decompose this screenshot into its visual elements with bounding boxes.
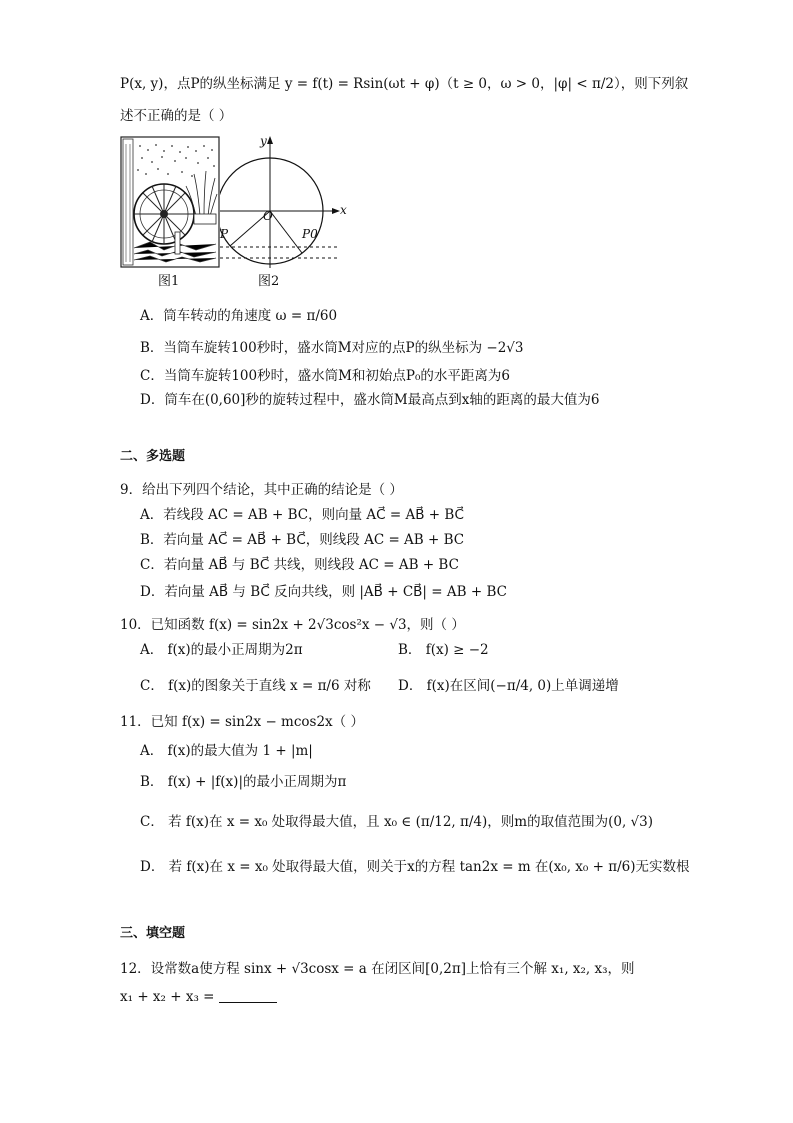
section-heading-fill-in: 三、填空题 — [120, 926, 186, 941]
q8-option-a: A．筒车转动的角速度 ω = π/60 — [140, 308, 338, 324]
origin-label: O — [263, 209, 273, 223]
point-p-label: P — [220, 227, 229, 241]
q10-option-d: D． f(x)在区间(−π/4, 0)上单调递增 — [398, 678, 619, 694]
q9-stem: 9．给出下列四个结论，其中正确的结论是（ ） — [120, 482, 403, 498]
q10-option-c: C． f(x)的图象关于直线 x = π/6 对称 — [140, 678, 371, 694]
q11-option-c: C． 若 f(x)在 x = x₀ 处取得最大值，且 x₀ ∈ (π/12, π/4)，则m的取值范围为(0, √3) — [140, 814, 653, 830]
q10-option-a: A． f(x)的最小正周期为2π — [140, 642, 303, 658]
q9-option-d: D．若向量 AB⃗ 与 BC⃗ 反向共线，则 |AB⃗ + CB⃗| = AB + BC — [140, 584, 507, 600]
q11-option-a: A． f(x)的最大值为 1 + |m| — [140, 743, 313, 759]
q11-option-d: D． 若 f(x)在 x = x₀ 处取得最大值，则关于x的方程 tan2x = m 在(x₀, x₀ + π/6)无实数根 — [140, 859, 690, 875]
axis-y-label: y — [260, 134, 267, 148]
q12-answer-blank[interactable] — [219, 988, 277, 1003]
q12-line-2 — [120, 987, 277, 1007]
q10-option-b: B． f(x) ≥ −2 — [398, 642, 489, 658]
q8-option-d: D．筒车在(0,60]秒的旋转过程中，盛水筒M最高点到x轴的距离的最大值为6 — [140, 392, 600, 408]
q10-stem: 10．已知函数 f(x) = sin2x + 2√3cos²x − √3，则（ ） — [120, 617, 465, 633]
q11-option-b: B． f(x) + |f(x)|的最小正周期为π — [140, 774, 347, 790]
figure-1-label: 图1 — [158, 274, 180, 289]
q9-option-a: A．若线段 AC = AB + BC，则向量 AC⃗ = AB⃗ + BC⃗ — [140, 507, 464, 523]
q8-option-b: B．当筒车旋转100秒时，盛水筒M对应的点P的纵坐标为 −2√3 — [140, 340, 524, 356]
waterwheel-illustration — [120, 136, 220, 268]
intro-line-1: P(x, y)，点P的纵坐标满足 y = f(t) = Rsin(ωt + φ)（t ≥ 0，ω > 0，|φ| < π/2），则下列叙 — [120, 76, 689, 92]
q9-option-c: C．若向量 AB⃗ 与 BC⃗ 共线，则线段 AC = AB + BC — [140, 557, 459, 573]
point-p0-label: P0 — [302, 227, 318, 241]
figure-2-label: 图2 — [258, 274, 280, 289]
circle-coordinate-diagram — [220, 134, 340, 270]
q12-expression: x₁ + x₂ + x₃ = — [120, 989, 219, 1005]
axis-x-label: x — [340, 203, 347, 217]
q9-option-b: B．若向量 AC⃗ = AB⃗ + BC⃗，则线段 AC = AB + BC — [140, 532, 465, 548]
q12-line-1: 12．设常数a使方程 sinx + √3cosx = a 在闭区间[0,2π]上恰有三个解 x₁, x₂, x₃，则 — [120, 961, 635, 977]
q8-option-c: C．当筒车旋转100秒时，盛水筒M和初始点P₀的水平距离为6 — [140, 368, 511, 384]
section-heading-multiple-choice: 二、多选题 — [120, 449, 186, 464]
intro-line-2: 述不正确的是（ ） — [120, 108, 233, 124]
q11-stem: 11．已知 f(x) = sin2x − mcos2x（ ） — [120, 714, 364, 730]
